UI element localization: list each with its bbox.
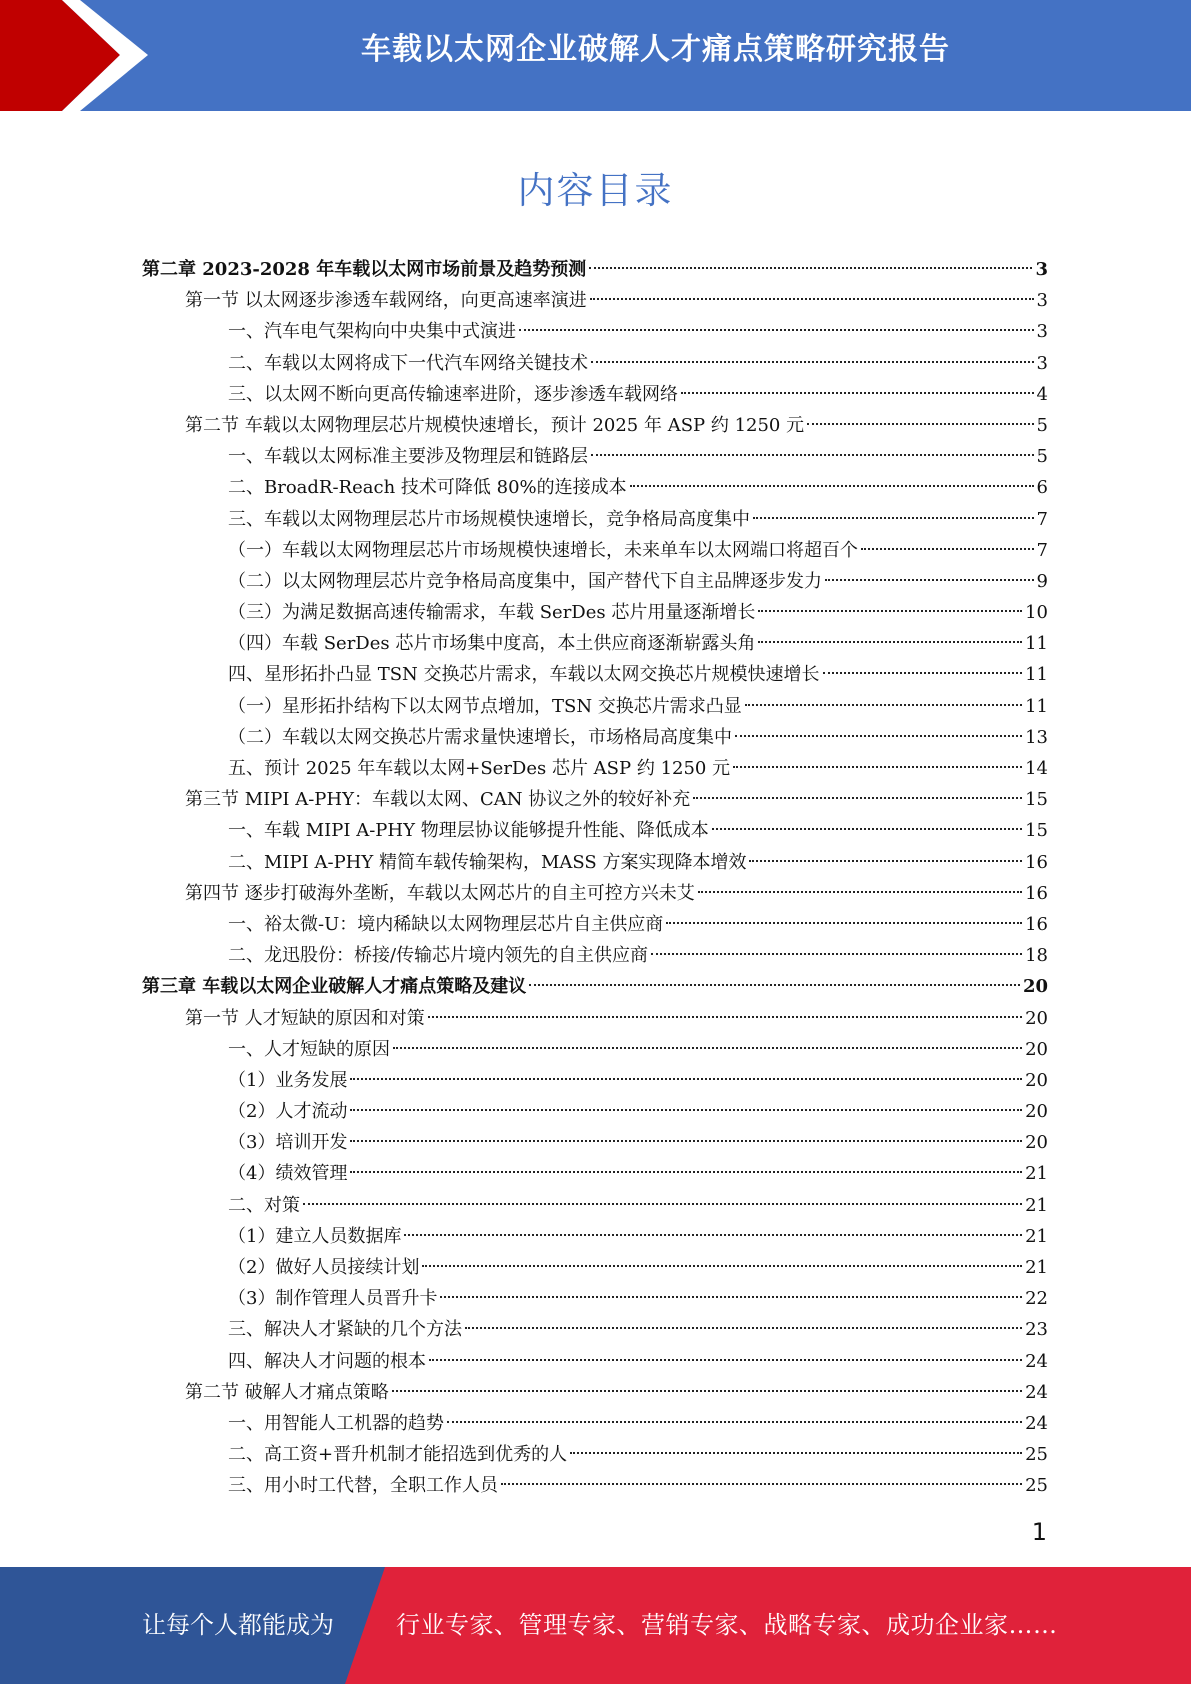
toc-entry-page: 13 (1025, 726, 1048, 748)
footer-slogan-right: 行业专家、管理专家、营销专家、战略专家、成功企业家…… (396, 1611, 1058, 1639)
toc-entry-title: （一）车载以太网物理层芯片市场规模快速增长，未来单车以太网端口将超百个 (228, 539, 858, 561)
toc-entry[interactable] (142, 909, 1048, 940)
footer-slogan-left: 让每个人都能成为 (142, 1611, 334, 1639)
toc-entry-title: 一、用智能人工机器的趋势 (228, 1412, 444, 1434)
toc-dot-leader (753, 517, 1034, 519)
toc-entry-title: 第一节 人才短缺的原因和对策 (185, 1007, 425, 1029)
toc-entry-page: 9 (1036, 570, 1048, 592)
toc-entry-title: 第三节 MIPI A-PHY：车载以太网、CAN 协议之外的较好补充 (185, 789, 691, 811)
toc-entry-title: 三、解决人才紧缺的几个方法 (228, 1319, 462, 1341)
toc-dot-leader (758, 641, 1022, 643)
toc-entry[interactable] (142, 1096, 1048, 1127)
toc-entry[interactable] (142, 628, 1048, 659)
toc-entry[interactable] (142, 784, 1048, 815)
toc-entry[interactable] (142, 940, 1048, 971)
toc-entry[interactable] (142, 285, 1048, 316)
toc-entry[interactable] (142, 1252, 1048, 1283)
header-chevron-decoration (0, 0, 160, 111)
toc-entry-title: 一、汽车电气架构向中央集中式演进 (228, 321, 516, 343)
report-title: 车载以太网企业破解人才痛点策略研究报告 (361, 32, 950, 67)
toc-entry[interactable] (142, 1158, 1048, 1189)
toc-entry-title: 四、星形拓扑凸显 TSN 交换芯片需求，车载以太网交换芯片规模快速增长 (228, 664, 820, 686)
toc-entry-page: 11 (1025, 695, 1048, 717)
toc-entry-title: 第四节 逐步打破海外垄断，车载以太网芯片的自主可控方兴未艾 (185, 882, 695, 904)
toc-entry[interactable] (142, 1346, 1048, 1377)
toc-entry[interactable] (142, 722, 1048, 753)
toc-entry-page: 21 (1025, 1257, 1048, 1278)
toc-entry[interactable] (142, 659, 1048, 690)
toc-dot-leader (758, 610, 1022, 612)
toc-entry-page: 15 (1025, 820, 1048, 842)
toc-dot-leader (519, 329, 1034, 331)
toc-dot-leader (350, 1140, 1022, 1142)
toc-entry-page: 5 (1036, 414, 1048, 436)
footer-banner (0, 1567, 1191, 1684)
toc-entry-title: （二）车载以太网交换芯片需求量快速增长，市场格局高度集中 (228, 726, 732, 748)
toc-entry-title: 二、高工资+晋升机制才能招选到优秀的人 (228, 1444, 568, 1466)
toc-entry[interactable] (142, 441, 1048, 472)
toc-entry[interactable] (142, 1283, 1048, 1314)
toc-entry-title: （二）以太网物理层芯片竞争格局高度集中，国产替代下自主品牌逐步发力 (228, 570, 822, 592)
toc-dot-leader (447, 1421, 1022, 1423)
toc-dot-leader (666, 922, 1022, 924)
toc-dot-leader (591, 454, 1034, 456)
toc-entry[interactable] (142, 1470, 1048, 1501)
toc-entry[interactable] (142, 753, 1048, 784)
toc-entry[interactable] (142, 535, 1048, 566)
toc-entry[interactable] (142, 1408, 1048, 1439)
toc-entry-title: 五、预计 2025 年车载以太网+SerDes 芯片 ASP 约 1250 元 (228, 758, 731, 779)
toc-dot-leader (429, 1359, 1022, 1361)
toc-entry-title: 第二章 2023-2028 年车载以太网市场前景及趋势预测 (142, 259, 587, 280)
toc-dot-leader (630, 485, 1034, 487)
toc-dot-leader (735, 735, 1022, 737)
toc-entry-page: 14 (1025, 758, 1048, 779)
toc-entry[interactable] (142, 1439, 1048, 1470)
toc-entry-page: 4 (1036, 383, 1048, 405)
toc-entry-page: 20 (1022, 976, 1048, 998)
toc-entry[interactable] (142, 971, 1048, 1002)
toc-entry-page: 23 (1025, 1319, 1048, 1341)
toc-dot-leader (807, 423, 1033, 425)
toc-dot-leader (350, 1078, 1022, 1080)
toc-entry-page: 21 (1025, 1225, 1048, 1247)
toc-entry[interactable] (142, 1003, 1048, 1034)
toc-dot-leader (712, 828, 1022, 830)
toc-entry-title: （4）绩效管理 (228, 1163, 348, 1185)
toc-entry[interactable] (142, 316, 1048, 347)
toc-entry-title: （四）车载 SerDes 芯片市场集中度高，本土供应商逐渐崭露头角 (228, 633, 756, 655)
toc-dot-leader (529, 984, 1020, 986)
toc-entry-title: （2）做好人员接续计划 (228, 1257, 420, 1278)
page-number: 1 (1031, 1518, 1047, 1546)
toc-entry[interactable] (142, 1314, 1048, 1345)
toc-entry[interactable] (142, 472, 1048, 503)
toc-entry[interactable] (142, 254, 1048, 285)
toc-entry-page: 22 (1025, 1288, 1048, 1310)
toc-entry-page: 3 (1035, 259, 1048, 280)
toc-entry-page: 6 (1036, 477, 1048, 499)
toc-entry-title: 二、龙迅股份：桥接/传输芯片境内领先的自主供应商 (228, 945, 649, 967)
toc-dot-leader (393, 1047, 1022, 1049)
toc-dot-leader (350, 1109, 1022, 1111)
toc-entry[interactable] (142, 1190, 1048, 1221)
toc-entry-page: 24 (1025, 1350, 1048, 1372)
toc-dot-leader (440, 1296, 1022, 1298)
toc-entry-page: 7 (1036, 508, 1048, 530)
toc-dot-leader (745, 704, 1022, 706)
toc-entry-title: 一、车载 MIPI A-PHY 物理层协议能够提升性能、降低成本 (228, 820, 709, 842)
toc-heading: 内容目录 (517, 169, 674, 212)
toc-entry-page: 20 (1025, 1007, 1048, 1029)
toc-entry-title: 三、用小时工代替，全职工作人员 (228, 1475, 498, 1497)
toc-entry-title: 二、BroadR-Reach 技术可降低 80%的连接成本 (228, 477, 627, 499)
toc-entry-title: 一、车载以太网标准主要涉及物理层和链路层 (228, 446, 588, 468)
toc-dot-leader (303, 1203, 1022, 1205)
toc-dot-leader (501, 1483, 1022, 1485)
toc-entry[interactable] (142, 1221, 1048, 1252)
toc-entry-title: 三、以太网不断向更高传输速率进阶，逐步渗透车载网络 (228, 383, 678, 405)
toc-entry-page: 24 (1025, 1412, 1048, 1434)
toc-entry[interactable] (142, 410, 1048, 441)
toc-entry-page: 3 (1036, 352, 1048, 374)
toc-entry[interactable] (142, 847, 1048, 878)
toc-entry-title: 第一节 以太网逐步渗透车载网络，向更高速率演进 (185, 290, 587, 312)
toc-entry-page: 3 (1036, 321, 1048, 343)
toc-entry-title: 一、裕太微-U：境内稀缺以太网物理层芯片自主供应商 (228, 913, 664, 935)
toc-dot-leader (570, 1452, 1022, 1454)
toc-entry-title: 三、车载以太网物理层芯片市场规模快速增长，竞争格局高度集中 (228, 508, 750, 530)
toc-entry[interactable] (142, 1377, 1048, 1408)
table-of-contents (142, 254, 1048, 1502)
toc-dot-leader (861, 548, 1034, 550)
toc-entry[interactable] (142, 1034, 1048, 1065)
toc-entry[interactable] (142, 691, 1048, 722)
toc-entry-page: 20 (1025, 1132, 1048, 1154)
toc-dot-leader (693, 797, 1022, 799)
toc-dot-leader (591, 361, 1034, 363)
toc-entry-title: （2）人才流动 (228, 1101, 348, 1123)
toc-entry[interactable] (142, 597, 1048, 628)
toc-entry-page: 20 (1025, 1069, 1048, 1091)
toc-entry-title: （1）建立人员数据库 (228, 1225, 402, 1247)
toc-dot-leader (825, 579, 1034, 581)
toc-entry[interactable] (142, 566, 1048, 597)
toc-dot-leader (823, 672, 1023, 674)
toc-entry-page: 24 (1025, 1381, 1048, 1403)
toc-entry-title: 第三章 车载以太网企业破解人才痛点策略及建议 (142, 976, 527, 998)
toc-dot-leader (590, 298, 1034, 300)
toc-dot-leader (465, 1327, 1022, 1329)
toc-entry-page: 25 (1025, 1475, 1048, 1497)
toc-dot-leader (350, 1171, 1022, 1173)
toc-entry[interactable] (142, 1065, 1048, 1096)
toc-entry-title: （1）业务发展 (228, 1069, 348, 1091)
toc-dot-leader (651, 953, 1022, 955)
toc-entry-title: （3）培训开发 (228, 1132, 348, 1154)
toc-entry-page: 16 (1025, 913, 1048, 935)
toc-entry-page: 7 (1036, 539, 1048, 561)
toc-entry-page: 3 (1036, 290, 1048, 312)
toc-dot-leader (404, 1234, 1022, 1236)
toc-entry-page: 15 (1025, 789, 1048, 811)
toc-dot-leader (749, 860, 1022, 862)
toc-dot-leader (589, 267, 1032, 269)
toc-entry-page: 11 (1025, 664, 1048, 686)
toc-entry-page: 10 (1025, 602, 1048, 624)
toc-dot-leader (733, 766, 1022, 768)
toc-entry-title: 四、解决人才问题的根本 (228, 1350, 426, 1372)
toc-dot-leader (422, 1265, 1022, 1267)
toc-dot-leader (698, 891, 1022, 893)
toc-entry-page: 25 (1025, 1444, 1048, 1466)
toc-entry[interactable] (142, 348, 1048, 379)
toc-entry-page: 20 (1025, 1101, 1048, 1123)
toc-entry-page: 21 (1025, 1194, 1048, 1216)
toc-entry-page: 21 (1025, 1163, 1048, 1185)
toc-entry-title: 一、人才短缺的原因 (228, 1038, 390, 1060)
toc-entry-title: （一）星形拓扑结构下以太网节点增加，TSN 交换芯片需求凸显 (228, 695, 742, 717)
header-bar (0, 0, 1191, 111)
toc-entry-page: 16 (1025, 851, 1048, 873)
toc-entry[interactable] (142, 504, 1048, 535)
toc-entry-title: 二、对策 (228, 1194, 300, 1216)
toc-entry-page: 5 (1036, 446, 1048, 468)
toc-entry[interactable] (142, 878, 1048, 909)
toc-entry-title: 二、MIPI A-PHY 精简车载传输架构，MASS 方案实现降本增效 (228, 851, 747, 873)
toc-entry[interactable] (142, 1127, 1048, 1158)
toc-entry-title: （三）为满足数据高速传输需求，车载 SerDes 芯片用量逐渐增长 (228, 602, 756, 624)
toc-dot-leader (392, 1390, 1022, 1392)
toc-entry-page: 20 (1025, 1038, 1048, 1060)
toc-dot-leader (428, 1016, 1022, 1018)
toc-entry-page: 16 (1025, 882, 1048, 904)
toc-entry[interactable] (142, 379, 1048, 410)
toc-entry-page: 11 (1025, 633, 1048, 655)
toc-entry-title: 二、车载以太网将成下一代汽车网络关键技术 (228, 352, 588, 374)
toc-entry-page: 18 (1025, 945, 1048, 967)
toc-dot-leader (681, 392, 1034, 394)
toc-entry-title: 第二节 车载以太网物理层芯片规模快速增长，预计 2025 年 ASP 约 1250 元 (185, 414, 805, 436)
toc-entry[interactable] (142, 815, 1048, 846)
toc-entry-title: （3）制作管理人员晋升卡 (228, 1288, 438, 1310)
toc-entry-title: 第二节 破解人才痛点策略 (185, 1381, 389, 1403)
